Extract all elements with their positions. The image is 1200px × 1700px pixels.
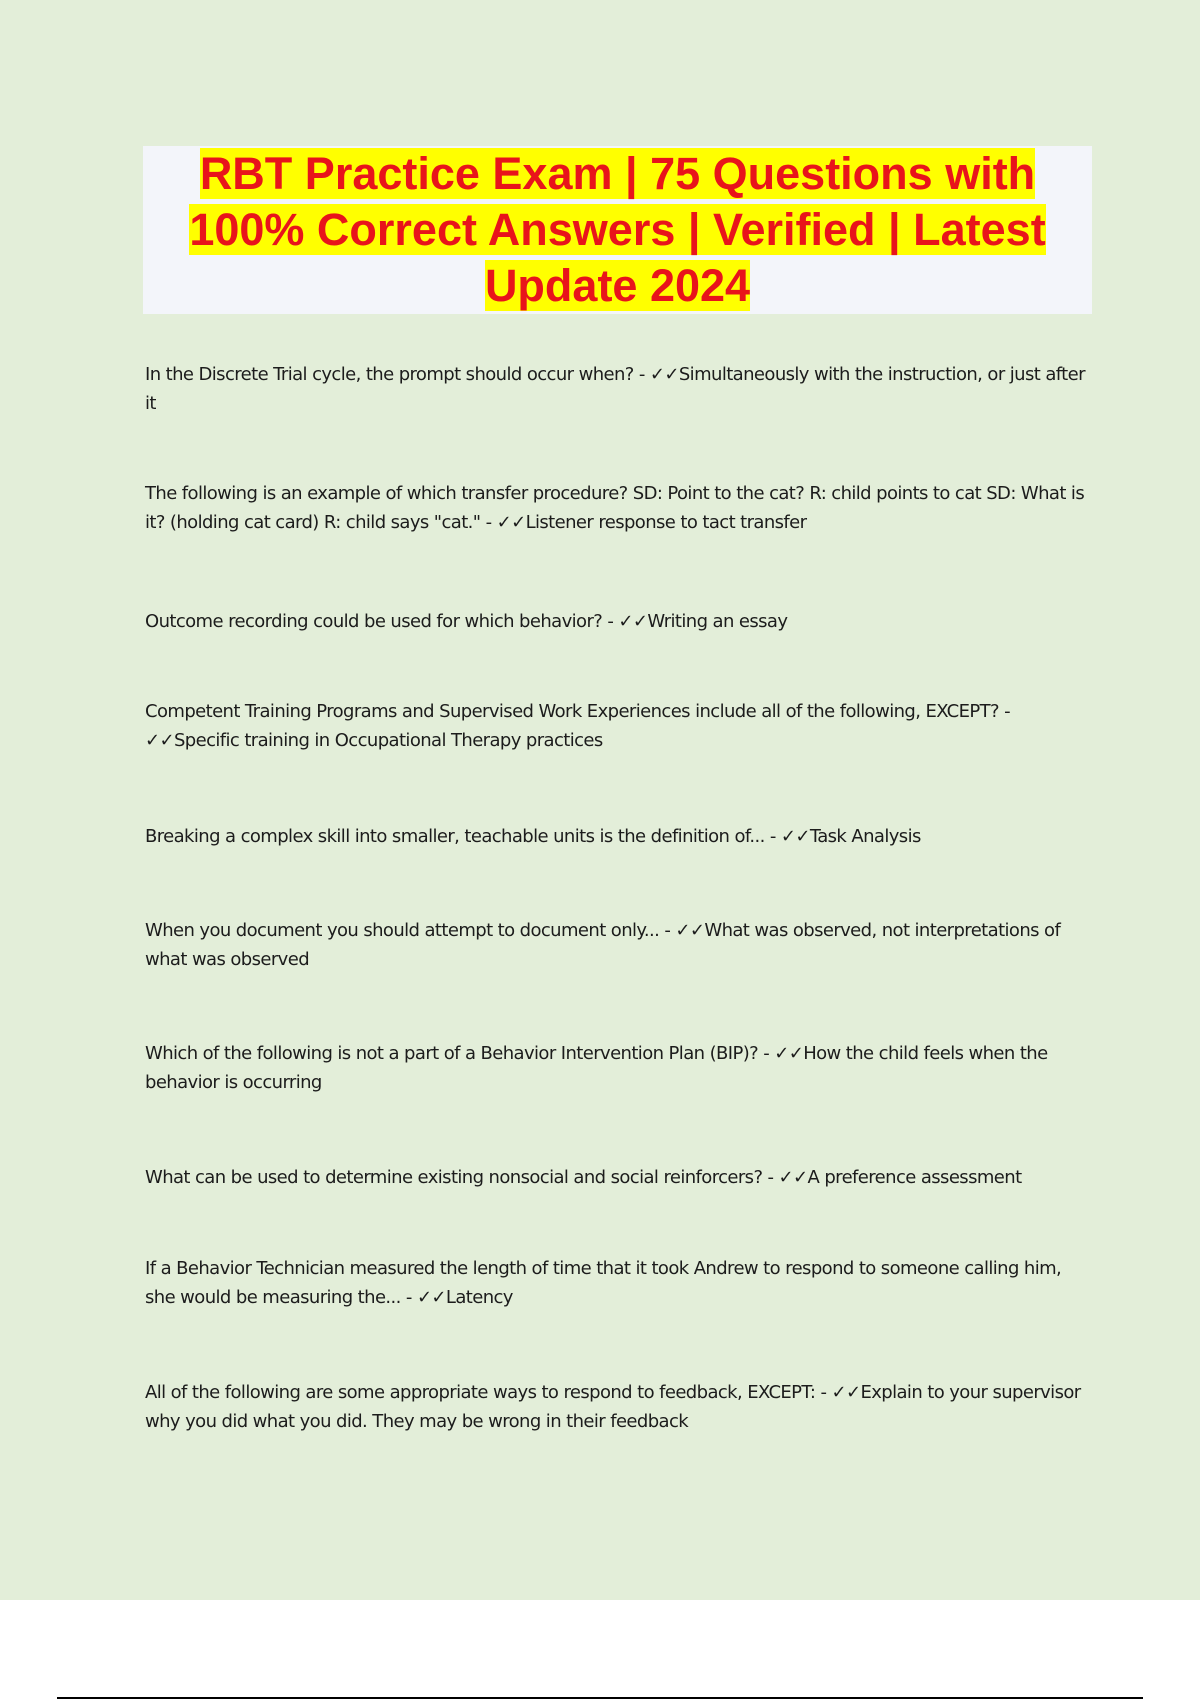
question-text: The following is an example of which transfer procedure? SD: Point to the cat? R: child points to cat SD: What is it? (holding cat card) R: child says "cat." [145,483,1085,533]
separator: - [480,512,497,533]
qa-item-10 [145,1378,1090,1436]
check-mark-icon: ✓✓ [831,1382,861,1403]
qa-item-9 [145,1254,1090,1312]
answer-text: How the child feels when the behavior is occurring [145,1043,1048,1093]
separator: - [764,826,781,847]
answer-text: Latency [445,1287,513,1308]
separator: - [400,1287,417,1308]
question-text: When you document you should attempt to document only... [145,920,660,941]
separator: - [633,364,650,385]
question-text: Outcome recording could be used for which behavior? [145,611,603,632]
qa-item-4 [145,697,1090,755]
question-text: What can be used to determine existing nonsocial and social reinforcers? [145,1167,763,1188]
answer-text: What was observed, not interpretations of what was observed [145,920,1061,970]
question-text: Breaking a complex skill into smaller, teachable units is the definition of... [145,826,765,847]
question-text: Competent Training Programs and Supervised Work Experiences include all of the following, EXCEPT? [145,701,1000,722]
check-mark-icon: ✓✓ [778,1167,808,1188]
answer-text: Specific training in Occupational Therapy practices [173,730,603,751]
qa-item-5 [145,822,1090,851]
check-mark-icon: ✓✓ [774,1043,804,1064]
qa-item-2 [145,479,1090,537]
footer-divider [57,1697,1143,1699]
answer-text: A preference assessment [807,1167,1022,1188]
answer-text: Simultaneously with the instruction, or just after it [145,364,1085,414]
title-box [143,146,1092,314]
separator: - [999,701,1011,722]
question-text: All of the following are some appropriate ways to respond to feedback, EXCEPT: [145,1382,816,1403]
question-text: If a Behavior Technician measured the length of time that it took Andrew to respond to someone calling him, she would be measuring the... [145,1258,1062,1308]
answer-text: Writing an essay [647,611,788,632]
qa-item-1 [145,360,1090,418]
check-mark-icon: ✓✓ [145,730,174,751]
separator: - [815,1382,832,1403]
check-mark-icon: ✓✓ [675,920,705,941]
check-mark-icon: ✓✓ [618,611,648,632]
check-mark-icon: ✓✓ [496,512,526,533]
answer-text: Explain to your supervisor why you did what you did. They may be wrong in their feedback [145,1382,1081,1432]
separator: - [762,1167,779,1188]
separator: - [602,611,619,632]
qa-item-7 [145,1039,1090,1097]
check-mark-icon: ✓✓ [649,364,679,385]
qa-item-6 [145,916,1090,974]
qa-item-8 [145,1163,1090,1192]
check-mark-icon: ✓✓ [416,1287,446,1308]
separator: - [659,920,676,941]
document-title: RBT Practice Exam | 75 Questions with 100% Correct Answers | Verified | Latest Update 2024 [189,148,1046,311]
separator: - [758,1043,775,1064]
answer-text: Task Analysis [809,826,921,847]
check-mark-icon: ✓✓ [780,826,810,847]
answer-text: Listener response to tact transfer [525,512,807,533]
question-text: In the Discrete Trial cycle, the prompt should occur when? [145,364,634,385]
question-text: Which of the following is not a part of a Behavior Intervention Plan (BIP)? [145,1043,759,1064]
qa-item-3 [145,607,1090,636]
